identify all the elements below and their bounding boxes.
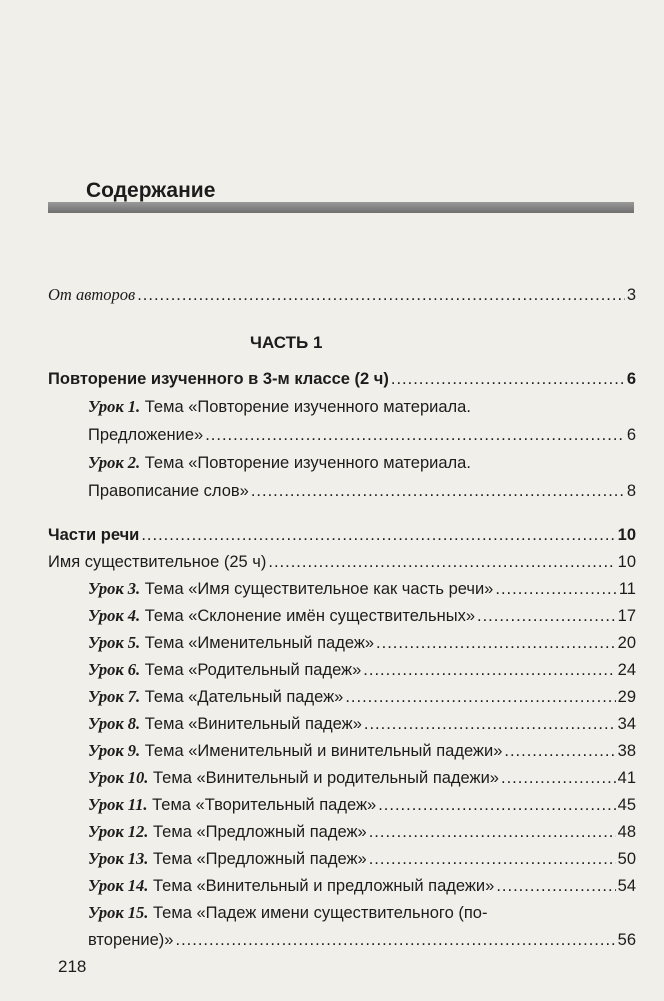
toc-entry-lesson[interactable]: [88, 763, 636, 793]
toc-entry-title: Тема «Падеж имени существительного (по-: [153, 904, 488, 922]
toc-entry-title: Тема «Склонение имён существительных»: [144, 607, 475, 625]
toc-entry-page: 48: [617, 823, 636, 841]
leader-dots: [137, 280, 625, 310]
toc-entry-lesson[interactable]: [88, 392, 636, 422]
toc-entry-page: 29: [617, 688, 636, 706]
toc-entry-continuation[interactable]: [88, 476, 636, 506]
lesson-number: Урок 8.: [88, 714, 141, 733]
toc-entry-page: 10: [617, 526, 636, 544]
leader-dots: [378, 790, 615, 820]
toc-entry-subsection[interactable]: [48, 547, 636, 577]
toc-entry-title: Тема «Винительный падеж»: [144, 715, 362, 733]
toc-entry-page: 8: [626, 482, 636, 500]
toc-entry-page: 10: [617, 553, 636, 571]
toc-entry-title: Правописание слов»: [88, 482, 249, 500]
toc-entry-title: Имя существительное (25 ч): [48, 553, 267, 571]
leader-dots: [376, 628, 616, 658]
toc-entry-title: Тема «Предложный падеж»: [153, 823, 367, 841]
toc-entry-title: Части речи: [48, 526, 140, 544]
toc-entry-title: Предложение»: [88, 426, 204, 444]
toc-entry-title: От авторов: [48, 285, 136, 304]
lesson-number: Урок 14.: [88, 876, 149, 895]
leader-dots: [251, 476, 625, 506]
lesson-number: Урок 12.: [88, 822, 149, 841]
toc-entry-page: 3: [626, 286, 636, 304]
toc-entry-title: Тема «Винительный и предложный падежи»: [153, 877, 495, 895]
toc-entry-intro[interactable]: [48, 280, 636, 310]
toc-entry-title: Повторение изученного в 3-м классе (2 ч): [48, 370, 389, 388]
page-number: 218: [58, 957, 87, 976]
leader-dots: [141, 520, 615, 550]
toc-entry-title: вторение)»: [88, 931, 174, 949]
toc-entry-page: 41: [617, 769, 636, 787]
toc-entry-continuation[interactable]: [88, 420, 636, 450]
lesson-number: Урок 2.: [88, 453, 141, 472]
leader-dots: [369, 844, 616, 874]
leader-dots: [369, 817, 616, 847]
toc-entry-page: 45: [617, 796, 636, 814]
toc-entry-page: 24: [617, 661, 636, 679]
leader-dots: [504, 736, 615, 766]
toc-entry-lesson[interactable]: [88, 601, 636, 631]
lesson-number: Урок 11.: [88, 795, 148, 814]
toc-entry-section[interactable]: [48, 520, 636, 550]
toc-entry-title: Тема «Повторение изученного материала.: [144, 398, 471, 416]
toc-entry-lesson[interactable]: [88, 817, 636, 847]
heading-underline-bar: [48, 202, 634, 213]
leader-dots: [364, 709, 616, 739]
toc-entry-section[interactable]: [48, 364, 636, 394]
lesson-number: Урок 6.: [88, 660, 141, 679]
leader-dots: [205, 420, 625, 450]
toc-entry-lesson[interactable]: [88, 844, 636, 874]
leader-dots: [345, 682, 615, 712]
lesson-number: Урок 13.: [88, 849, 149, 868]
toc-entry-lesson[interactable]: [88, 736, 636, 766]
leader-dots: [477, 601, 616, 631]
toc-entry-lesson[interactable]: [88, 790, 636, 820]
toc-entry-lesson[interactable]: [88, 574, 636, 604]
toc-entry-lesson[interactable]: [88, 628, 636, 658]
leader-dots: [391, 364, 625, 394]
leader-dots: [363, 655, 615, 685]
lesson-number: Урок 15.: [88, 903, 149, 922]
toc-entry-continuation[interactable]: [88, 925, 636, 955]
toc-entry-page: 20: [617, 634, 636, 652]
lesson-number: Урок 1.: [88, 397, 141, 416]
lesson-number: Урок 10.: [88, 768, 149, 787]
toc-entry-lesson[interactable]: [88, 682, 636, 712]
toc-entry-page: 6: [626, 370, 636, 388]
lesson-number: Урок 3.: [88, 579, 141, 598]
toc-entry-page: 34: [617, 715, 636, 733]
leader-dots: [495, 574, 616, 604]
toc-entry-lesson[interactable]: [88, 448, 636, 478]
toc-entry-page: 56: [617, 931, 636, 949]
toc-entry-title: Тема «Творительный падеж»: [152, 796, 377, 814]
lesson-number: Урок 5.: [88, 633, 141, 652]
part-heading: ЧАСТЬ 1: [250, 333, 323, 352]
page-title: Содержание: [86, 179, 216, 202]
toc-entry-title: Тема «Имя существительное как часть речи»: [144, 580, 494, 598]
toc-entry-title: Тема «Повторение изученного материала.: [144, 454, 471, 472]
toc-entry-lesson[interactable]: [88, 655, 636, 685]
toc-entry-title: Тема «Дательный падеж»: [144, 688, 344, 706]
leader-dots: [496, 871, 615, 901]
toc-entry-page: 11: [618, 580, 636, 598]
lesson-number: Урок 7.: [88, 687, 141, 706]
leader-dots: [501, 763, 616, 793]
toc-entry-lesson[interactable]: [88, 871, 636, 901]
toc-entry-title: Тема «Именительный и винительный падежи»: [144, 742, 503, 760]
toc-entry-page: 6: [626, 426, 636, 444]
toc-entry-page: 50: [617, 850, 636, 868]
toc-entry-page: 38: [617, 742, 636, 760]
leader-dots: [175, 925, 615, 955]
leader-dots: [268, 547, 615, 577]
lesson-number: Урок 4.: [88, 606, 141, 625]
toc-entry-title: Тема «Родительный падеж»: [144, 661, 362, 679]
lesson-number: Урок 9.: [88, 741, 141, 760]
toc-entry-title: Тема «Винительный и родительный падежи»: [153, 769, 499, 787]
toc-entry-page: 54: [617, 877, 636, 895]
toc-entry-title: Тема «Предложный падеж»: [153, 850, 367, 868]
toc-entry-page: 17: [617, 607, 636, 625]
toc-entry-lesson[interactable]: [88, 709, 636, 739]
toc-entry-lesson[interactable]: [88, 898, 636, 928]
toc-entry-title: Тема «Именительный падеж»: [144, 634, 375, 652]
